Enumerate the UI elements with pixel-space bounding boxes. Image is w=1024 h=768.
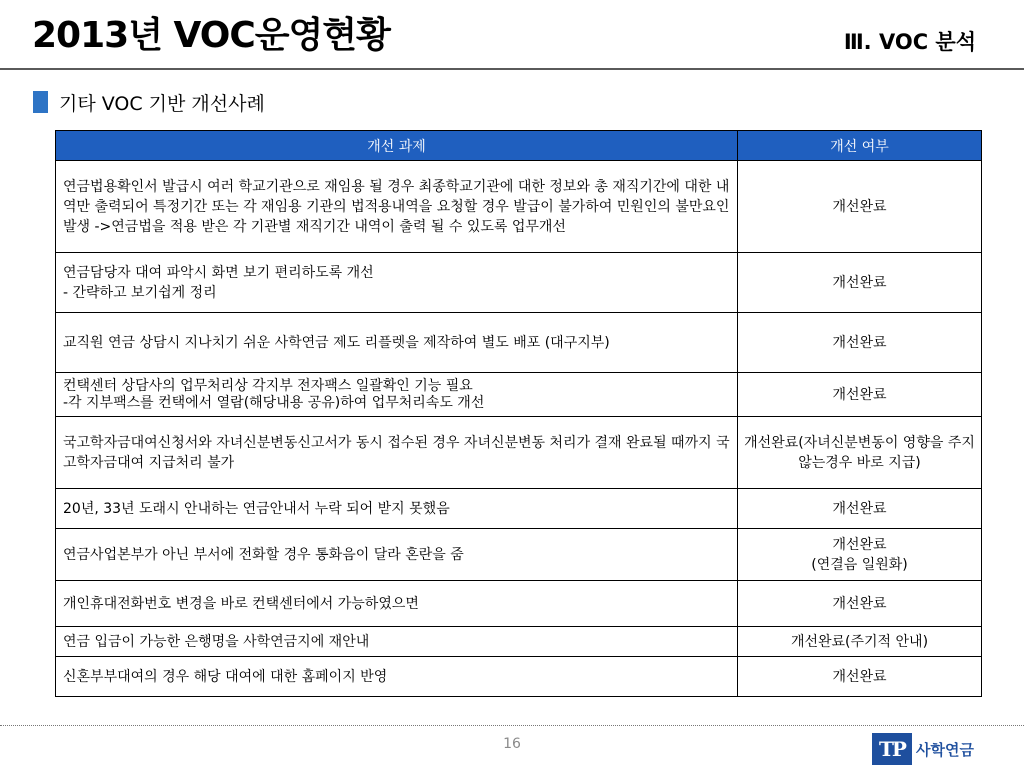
- header-divider: [0, 68, 1024, 70]
- page-title: 2013년 VOC운영현황: [32, 15, 390, 56]
- task-cell: 연금사업본부가 아닌 부서에 전화할 경우 통화음이 달라 혼란을 줌: [56, 529, 738, 581]
- result-cell: 개선완료: [738, 253, 982, 313]
- task-cell: 컨택센터 상담사의 업무처리상 각지부 전자팩스 일괄확인 기능 필요 -각 지부팩스를 컨택에서 열람(해당내용 공유)하여 업무처리속도 개선: [56, 373, 738, 417]
- subtitle-text: 기타 VOC 기반 개선사례: [59, 92, 265, 115]
- improvement-table: [55, 130, 982, 697]
- footer-divider: [0, 725, 1024, 726]
- bullet-square-icon: [33, 91, 48, 113]
- result-cell: 개선완료(자녀신분변동이 영향을 주지 않는경우 바로 지급): [738, 417, 982, 489]
- task-cell: 20년, 33년 도래시 안내하는 연금안내서 누락 되어 받지 못했음: [56, 489, 738, 529]
- table-header-row: [56, 131, 982, 161]
- table-row: [56, 529, 982, 581]
- result-cell: 개선완료: [738, 373, 982, 417]
- task-cell: 연금담당자 대여 파악시 화면 보기 편리하도록 개선 - 간략하고 보기쉽게 정리: [56, 253, 738, 313]
- logo-text: 사학연금: [916, 740, 974, 759]
- column-header-result: 개선 여부: [738, 131, 982, 161]
- task-cell: 교직원 연금 상담시 지나치기 쉬운 사학연금 제도 리플렛을 제작하여 별도 배포 (대구지부): [56, 313, 738, 373]
- table-row: [56, 313, 982, 373]
- task-cell: 연금 입금이 가능한 은행명을 사학연금지에 재안내: [56, 627, 738, 657]
- result-cell: 개선완료: [738, 489, 982, 529]
- table-row: [56, 581, 982, 627]
- company-logo: [872, 732, 974, 766]
- table-row: [56, 161, 982, 253]
- task-cell: 연금법용확인서 발급시 여러 학교기관으로 재임용 될 경우 최종학교기관에 대한 정보와 총 재직기간에 대한 내역만 출력되어 특정기간 또는 각 재임용 기관의 법적용내역을 요청할 경우 발급이 불가하여 민원인의 불만요인 발생 ->연금법을 적용 받은 각 기관별 재직기간 내역이 출력 될 수 있도록 업무개선: [56, 161, 738, 253]
- table-row: [56, 253, 982, 313]
- page-number: 16: [503, 736, 521, 752]
- table-row: [56, 417, 982, 489]
- result-cell: 개선완료: [738, 581, 982, 627]
- section-label: Ⅲ. VOC 분석: [843, 30, 976, 54]
- result-cell: 개선완료: [738, 657, 982, 697]
- task-cell: 국고학자금대여신청서와 자녀신분변동신고서가 동시 접수된 경우 자녀신분변동 처리가 결재 완료될 때까지 국고학자금대여 지급처리 불가: [56, 417, 738, 489]
- table-row: [56, 489, 982, 529]
- subtitle: [33, 88, 265, 116]
- result-cell: 개선완료: [738, 313, 982, 373]
- tp-logo-icon: TP: [872, 733, 912, 765]
- task-cell: 신혼부부대여의 경우 해당 대여에 대한 홈페이지 반영: [56, 657, 738, 697]
- task-cell: 개인휴대전화번호 변경을 바로 컨택센터에서 가능하였으면: [56, 581, 738, 627]
- table-row: [56, 657, 982, 697]
- table-row: [56, 627, 982, 657]
- result-cell: 개선완료(주기적 안내): [738, 627, 982, 657]
- result-cell: 개선완료: [738, 161, 982, 253]
- column-header-task: 개선 과제: [56, 131, 738, 161]
- table-row: [56, 373, 982, 417]
- result-cell: 개선완료 (연결음 일원화): [738, 529, 982, 581]
